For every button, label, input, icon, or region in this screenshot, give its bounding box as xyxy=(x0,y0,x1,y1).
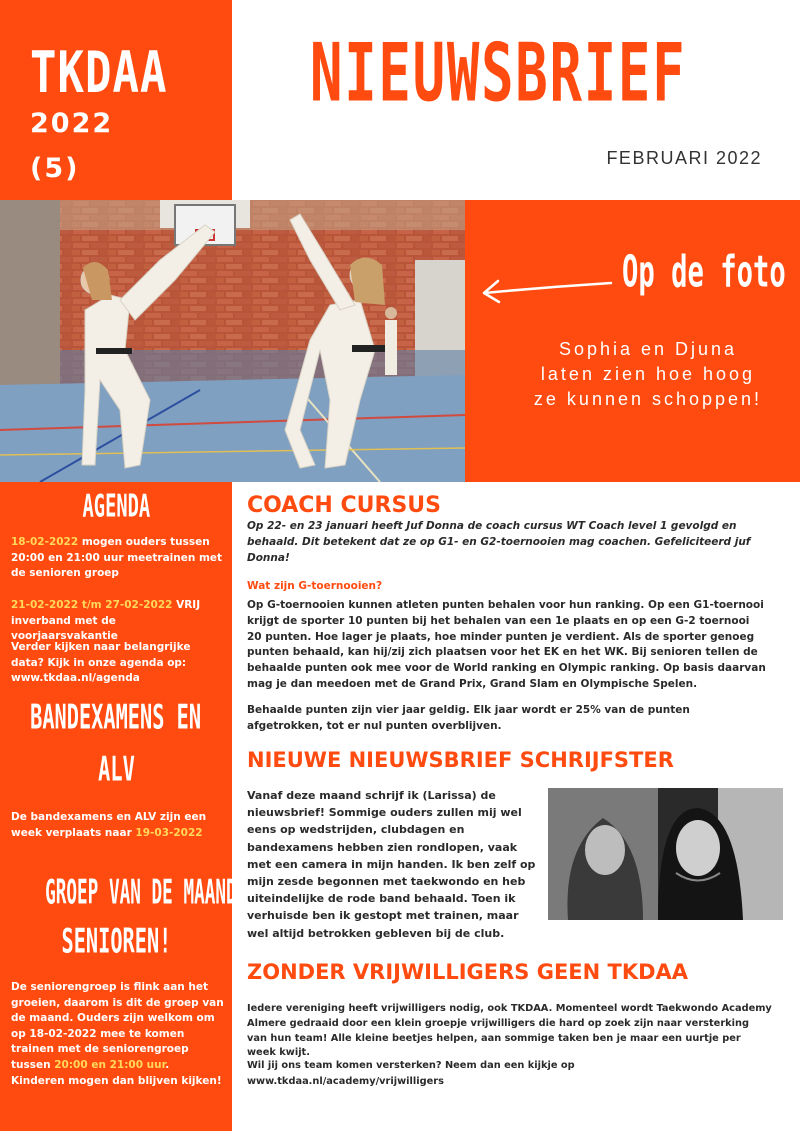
volunteers-cta: Wil jij ons team komen versterken? Neem dan een kijkje op www.tkdaa.nl/academy/vrijwilligers xyxy=(247,1060,575,1088)
arrow-left-icon xyxy=(478,275,613,305)
agenda-item: 21-02-2022 t/m 27-02-2022 VRIJ inverband met de voorjaarsvakantie xyxy=(11,599,201,643)
coach-body-2: Behaalde punten zijn vier jaar geldig. Elk jaar wordt er 25% van de punten afgetrokken, tot er nul punten overblijven. xyxy=(247,704,690,732)
volunteers-title: ZONDER VRIJWILLIGERS GEEN TKDAA xyxy=(247,960,689,984)
writer-photo xyxy=(548,788,783,920)
agenda-more: Verder kijken naar belangrijke data? Kijk in onze agenda op: www.tkdaa.nl/agenda xyxy=(11,641,191,685)
masthead-title: NIEUWSBRIEF xyxy=(310,25,687,120)
brand-year: 2022 xyxy=(30,108,114,139)
exam-text: De bandexamens en ALV zijn een week verplaats naar 19-03-2022 xyxy=(11,811,207,839)
coach-title: COACH CURSUS xyxy=(247,493,442,518)
exam-title: BANDEXAMENS EN xyxy=(30,698,202,738)
photo-caption-line: Sophia en Djuna xyxy=(558,339,738,359)
photo-caption-line: laten zien hoe hoog xyxy=(540,364,756,384)
agenda-title: AGENDA xyxy=(82,487,150,525)
group-title: SENIOREN! xyxy=(61,922,171,962)
group-text: De seniorengroep is flink aan het groeien, daarom is dit de groep van de maand. Ouders zijn welkom om op 18-02-2022 mee te komen trainen met de seniorengroep tussen 20:00 en 21:00 uur. Kinderen mogen dan blijven kijken! xyxy=(11,981,224,1087)
photo-caption-line: ze kunnen schoppen! xyxy=(533,389,763,409)
writer-title: NIEUWE NIEUWSBRIEF SCHRIJFSTER xyxy=(247,748,674,772)
issue-date: FEBRUARI 2022 xyxy=(606,148,762,168)
brand-name: TKDAA xyxy=(30,40,168,107)
agenda-item: 18-02-2022 mogen ouders tussen 20:00 en 21:00 uur meetrainen met de senioren groep xyxy=(11,536,223,580)
taekwondo-photo xyxy=(0,200,465,482)
coach-question: Wat zijn G-toernooien? xyxy=(247,580,383,592)
writer-body: Vanaf deze maand schrijf ik (Larissa) de nieuwsbrief! Sommige ouders zullen mij wel eens op wedstrijden, clubdagen en bandexamens hebben zien rondlopen, vaak met een camera in mijn handen. Ik ben zelf op mijn zesde begonnen met taekwondo en heb uiteindelijke de rode band behaald. Toen ik verhuisde ben ik gestopt met trainen, maar wel altijd betrokken gebleven bij de club. xyxy=(247,789,536,940)
photo-heading: Op de foto xyxy=(622,246,786,298)
exam-title: ALV xyxy=(97,750,135,790)
coach-body: Op G-toernooien kunnen atleten punten behalen voor hun ranking. Op een G1-toernooi krijgt de sporter 10 punten bij het behalen van een 1e plaats en op een G-2 toernooi 20 punten. Hoe lager je plaats, hoe minder punten je verdient. Als de sporter genoeg punten behaald, kan hij/zij zich plaatsen voor het EK en het WK. Bij senioren tellen de behaalde punten ook mee voor de World ranking en Olympic ranking. Op basis daarvan mag je dan meedoen met de Grand Prix, Grand Slam en Olympische Spelen. xyxy=(247,599,766,690)
coach-intro: Op 22- en 23 januari heeft Juf Donna de coach cursus WT Coach level 1 gevolgd en behaald. Dit betekent dat ze op G1- en G2-toernooien mag coachen. Gefeliciteerd juf Donna! xyxy=(247,520,751,564)
issue-number: (5) xyxy=(30,153,80,184)
volunteers-body: Iedere vereniging heeft vrijwilligers nodig, ook TKDAA. Momenteel wordt Taekwondo Academy Almere gedraaid door een klein groepje vrijwilligers die hard op zoek zijn naar versterking van hun team! Alle kleine beetjes helpen, aan sommige taken ben je maar een uurtje per week kwijt. xyxy=(247,1003,772,1059)
photo-caption xyxy=(496,337,800,412)
group-title: GROEP VAN DE MAAND xyxy=(45,873,237,913)
